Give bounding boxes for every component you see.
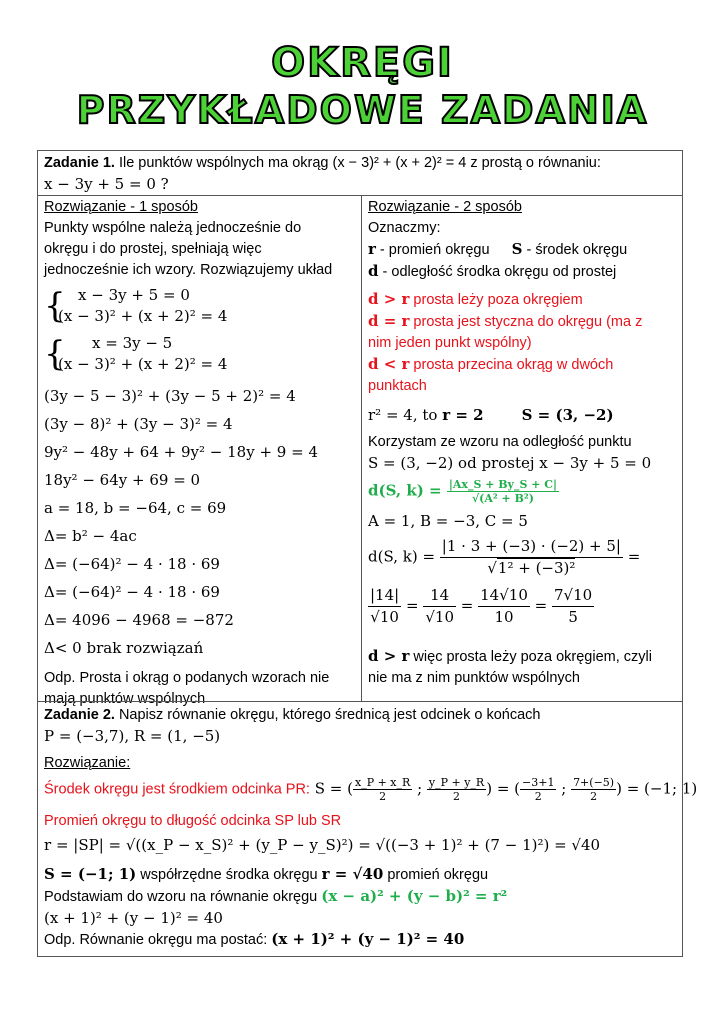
formula-intro: Korzystam ze wzoru na odległość punktu: [368, 434, 632, 450]
task1-left-column: [44, 197, 358, 710]
step-10: Δ< 0 brak rozwiązań: [44, 639, 204, 657]
step-1: (3y − 5 − 3)² + (3y − 5 + 2)² = 4: [44, 387, 296, 405]
conclusion-cont: nie ma z nim punktów wspólnych: [368, 670, 580, 686]
mid-frac-1-num: x_P + x_R: [354, 776, 411, 789]
conclusion-sym: d > r: [368, 647, 410, 665]
system-1: [44, 285, 358, 331]
center-text: współrzędne środka okręgu: [136, 867, 322, 883]
midpoint-line: [44, 776, 698, 803]
mid-frac-1-den: 2: [379, 790, 387, 803]
step-6: Δ= b² − 4ac: [44, 527, 137, 545]
formula-num: |Ax_S + By_S + C|: [448, 478, 558, 491]
left-answer-2: mają punktów wspólnych: [44, 691, 206, 707]
frac-4-num: 7√10: [552, 585, 594, 607]
center-value: S = (−1; 1): [44, 865, 137, 883]
s-desc: - środek okręgu: [522, 242, 628, 258]
step-7: Δ= (−64)² − 4 · 18 · 69: [44, 555, 220, 573]
conclusion: [368, 646, 678, 668]
mid-frac-3: [520, 776, 556, 803]
r-value: r = 2: [442, 406, 484, 424]
final-equation: (x + 1)² + (y − 1)² = 40: [44, 909, 223, 927]
frac-3-den: 10: [494, 608, 514, 626]
def-d: [368, 261, 678, 283]
task1-divider-v: [361, 195, 362, 701]
frac-2: [423, 585, 456, 628]
task1-label: Zadanie 1.: [44, 155, 115, 171]
r-desc: - promień okręgu: [375, 242, 490, 258]
dsk-den-wrap: [440, 558, 623, 579]
frac-3-num: 14√10: [478, 585, 530, 607]
midpoint-lhs: S = (: [309, 779, 353, 798]
mid-mid: ) = (: [486, 779, 521, 798]
task2-content: [44, 705, 698, 951]
right-intro: Oznaczmy:: [368, 220, 441, 236]
dsk-fraction: [440, 536, 623, 579]
step-4: 18y² − 64y + 69 = 0: [44, 471, 201, 489]
midpoint-text: Środek okręgu jest środkiem odcinka PR:: [44, 781, 310, 798]
eq-2: =: [460, 596, 474, 615]
case-2-sym: d = r: [368, 312, 410, 330]
r-squared: r² = 4, to: [368, 406, 443, 424]
dsk-eq: =: [627, 547, 641, 566]
task2-label: Zadanie 2.: [44, 707, 115, 723]
frac-1-den: √10: [370, 608, 399, 626]
task1-line-eq: x − 3y + 5 = 0 ?: [44, 175, 169, 193]
mid-frac-2-den: 2: [453, 790, 461, 803]
dsk-root: √: [487, 559, 497, 577]
distance-formula: [368, 478, 678, 505]
system-2: [44, 333, 358, 379]
title-line-2: PRZYKŁADOWE ZADANIA: [76, 88, 649, 132]
case-1-text: prosta leży poza okręgiem: [409, 292, 583, 308]
left-intro-2: okręgu i do prostej, spełniają więc: [44, 241, 262, 257]
r-symbol: r: [368, 240, 376, 258]
formula-den: √(A² + B²): [471, 492, 534, 505]
task1-statement: [44, 153, 676, 195]
answer-text: Odp. Równanie okręgu ma postać:: [44, 932, 272, 948]
abc-values: A = 1, B = −3, C = 5: [368, 512, 528, 530]
mid-frac-4: [571, 776, 616, 803]
task2-answer: [44, 929, 676, 951]
sys2-eq1: x = 3y − 5: [92, 334, 173, 352]
subst-text: Podstawiam do wzoru na równanie okręgu: [44, 889, 322, 905]
case-3-sym: d < r: [368, 355, 410, 373]
general-eq: (x − a)² + (y − b)² = r²: [321, 887, 508, 905]
formula-fraction: [447, 478, 559, 505]
eq-3: =: [534, 596, 548, 615]
left-heading: Rozwiązanie - 1 sposób: [44, 199, 198, 215]
s-symbol: S: [511, 240, 523, 258]
case-1-sym: d > r: [368, 290, 410, 308]
def-r-s: [368, 239, 678, 261]
eq-1: =: [405, 596, 419, 615]
frac-2-num: 14: [423, 585, 456, 607]
task2-points: P = (−3,7), R = (1, −5): [44, 727, 221, 745]
d-symbol: d: [368, 262, 379, 280]
mid-frac-4-den: 2: [590, 790, 598, 803]
task2-box: [37, 701, 698, 957]
r-s-values: [368, 403, 678, 428]
step-8: Δ= (−64)² − 4 · 18 · 69: [44, 583, 220, 601]
mid-frac-4-num: 7+(−5): [573, 776, 615, 789]
frac-4-den: 5: [568, 608, 578, 626]
dsk-calc: [368, 536, 678, 579]
step-2: (3y − 8)² + (3y − 3)² = 4: [44, 415, 233, 433]
radius-formula: r = |SP| = √((x_P − x_S)² + (y_P − y_S)²) = √((−3 + 1)² + (7 − 1)²) = √40: [44, 836, 601, 854]
dsk-num: |1 · 3 + (−3) · (−2) + 5|: [440, 536, 623, 558]
step-9: Δ= 4096 − 4968 = −872: [44, 611, 234, 629]
answer-eq: (x + 1)² + (y − 1)² = 40: [271, 930, 465, 948]
frac-1: [368, 585, 401, 628]
left-intro-3: jednocześnie ich wzory. Rozwiązujemy układ: [44, 262, 333, 278]
case-2-text: prosta jest styczna do okręgu (ma z: [409, 314, 643, 330]
frac-3: [478, 585, 530, 628]
frac-1-num: |14|: [368, 585, 401, 607]
mid-frac-3-den: 2: [534, 790, 542, 803]
frac-2-den: √10: [425, 608, 454, 626]
task1-divider-h: [38, 195, 682, 196]
center-radius-line: [44, 864, 676, 886]
case-3-text: prosta przecina okrąg w dwóch: [409, 357, 614, 373]
left-intro-1: Punkty wspólne należą jednocześnie do: [44, 220, 302, 236]
d-desc: - odległość środka okręgu od prostej: [378, 264, 617, 280]
brace-1: {: [44, 286, 66, 326]
dsk-lhs: d(S, k) =: [368, 547, 436, 566]
case-3: [368, 354, 678, 376]
step-5: a = 18, b = −64, c = 69: [44, 499, 227, 517]
title-line-1: OKRĘGI: [271, 40, 454, 86]
radius-value: r = √40: [321, 865, 384, 883]
radius-text: Promień okręgu to długość odcinka SP lub SR: [44, 813, 342, 829]
sys1-eq2: (x − 3)² + (x + 2)² = 4: [58, 307, 228, 325]
formula-lhs: d(S, k) =: [368, 481, 442, 500]
subst-line: [44, 886, 676, 908]
case-1: [368, 289, 678, 311]
mid-frac-1: [353, 776, 412, 803]
task1-right-column: [368, 197, 678, 689]
simplification: [368, 585, 678, 628]
mid-sep-2: ;: [556, 779, 572, 798]
task1-box: [37, 150, 683, 707]
task2-solution-heading: Rozwiązanie:: [44, 755, 131, 771]
s-value: S = (3, −2): [521, 406, 614, 424]
conclusion-text: więc prosta leży poza okręgiem, czyli: [409, 649, 652, 665]
frac-4: [552, 585, 594, 628]
task1-text: Ile punktów wspólnych ma okrąg (x − 3)² + (x + 2)² = 4 z prostą o równaniu:: [114, 155, 601, 171]
mid-frac-3-num: −3+1: [522, 776, 555, 789]
task2-text: Napisz równanie okręgu, którego średnicą jest odcinek o końcach: [114, 707, 541, 723]
mid-sep-1: ;: [412, 779, 427, 798]
case-2-cont: nim jeden punkt wspólny): [368, 335, 532, 351]
step-3: 9y² − 48y + 64 + 9y² − 18y + 9 = 4: [44, 443, 318, 461]
sys1-eq1: x − 3y + 5 = 0: [78, 286, 190, 304]
formula-intro-2: S = (3, −2) od prostej x − 3y + 5 = 0: [368, 454, 652, 472]
sys2-eq2: (x − 3)² + (x + 2)² = 4: [58, 355, 228, 373]
mid-frac-2: [427, 776, 486, 803]
case-3-cont: punktach: [368, 378, 427, 394]
right-heading: Rozwiązanie - 2 sposób: [368, 199, 522, 215]
mid-end: ) = (−1; 1): [616, 779, 698, 798]
left-answer-1: Odp. Prosta i okrąg o podanych wzorach nie: [44, 670, 330, 686]
mid-frac-2-num: y_P + y_R: [428, 776, 485, 789]
dsk-den: 1² + (−3)²: [497, 559, 576, 577]
brace-2: {: [44, 334, 66, 374]
case-2: [368, 311, 678, 333]
radius-suffix: promień okręgu: [383, 867, 489, 883]
